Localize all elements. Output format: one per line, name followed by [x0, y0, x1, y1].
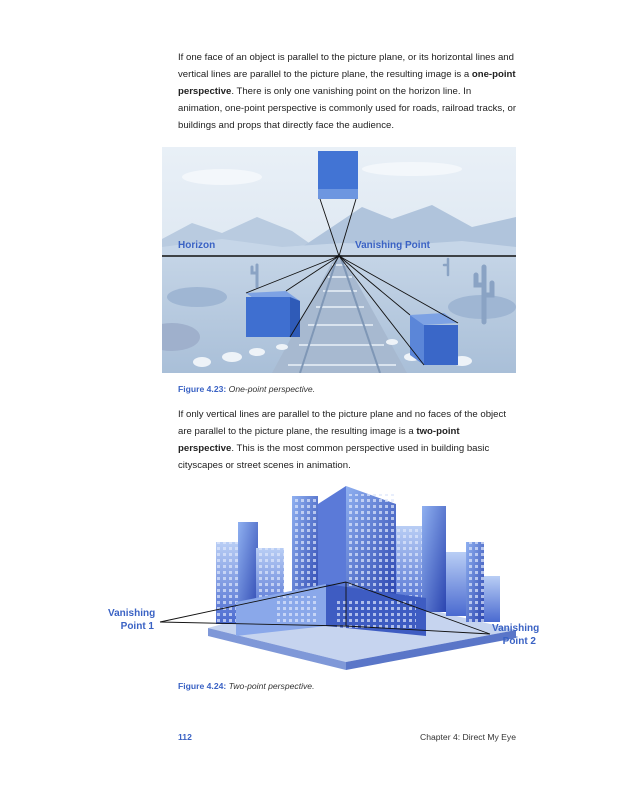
- one-point-perspective-illustration: [162, 147, 516, 373]
- page-number: 112: [178, 732, 192, 742]
- figure-4-24-caption: Figure 4.24: Two-point perspective.: [178, 681, 315, 691]
- two-point-perspective-illustration: [96, 486, 556, 672]
- vanishing-point-1-label: Vanishing Point 1: [107, 608, 156, 632]
- figure-4-23-caption: Figure 4.23: One-point perspective.: [178, 384, 316, 394]
- paragraph-one-point: If one face of an object is parallel to the picture plane, or its horizontal lines and vertical lines are parallel to the picture plane, the resulting image is a one-point perspective. There is only one vanishing point on the horizon line. In animation, one-point perspective is commonly used for roads, railroad tracks, or buildings and props that directly face the audience.: [178, 52, 517, 131]
- paragraph-two-point: If only vertical lines are parallel to the picture plane and no faces of the object are parallel to the picture plane, the resulting image is a two-point perspective. This is the most common perspective used in building basic cityscapes or street scenes in animation.: [178, 409, 506, 471]
- vanishing-point-label: Vanishing Point: [355, 240, 431, 251]
- chapter-title: Chapter 4: Direct My Eye: [420, 732, 516, 742]
- term-one-point: one-point perspective: [178, 69, 516, 97]
- horizon-label: Horizon: [178, 240, 216, 251]
- vanishing-point-2-label: Vanishing Point 2: [491, 623, 540, 647]
- term-two-point: two-point perspective: [178, 426, 460, 454]
